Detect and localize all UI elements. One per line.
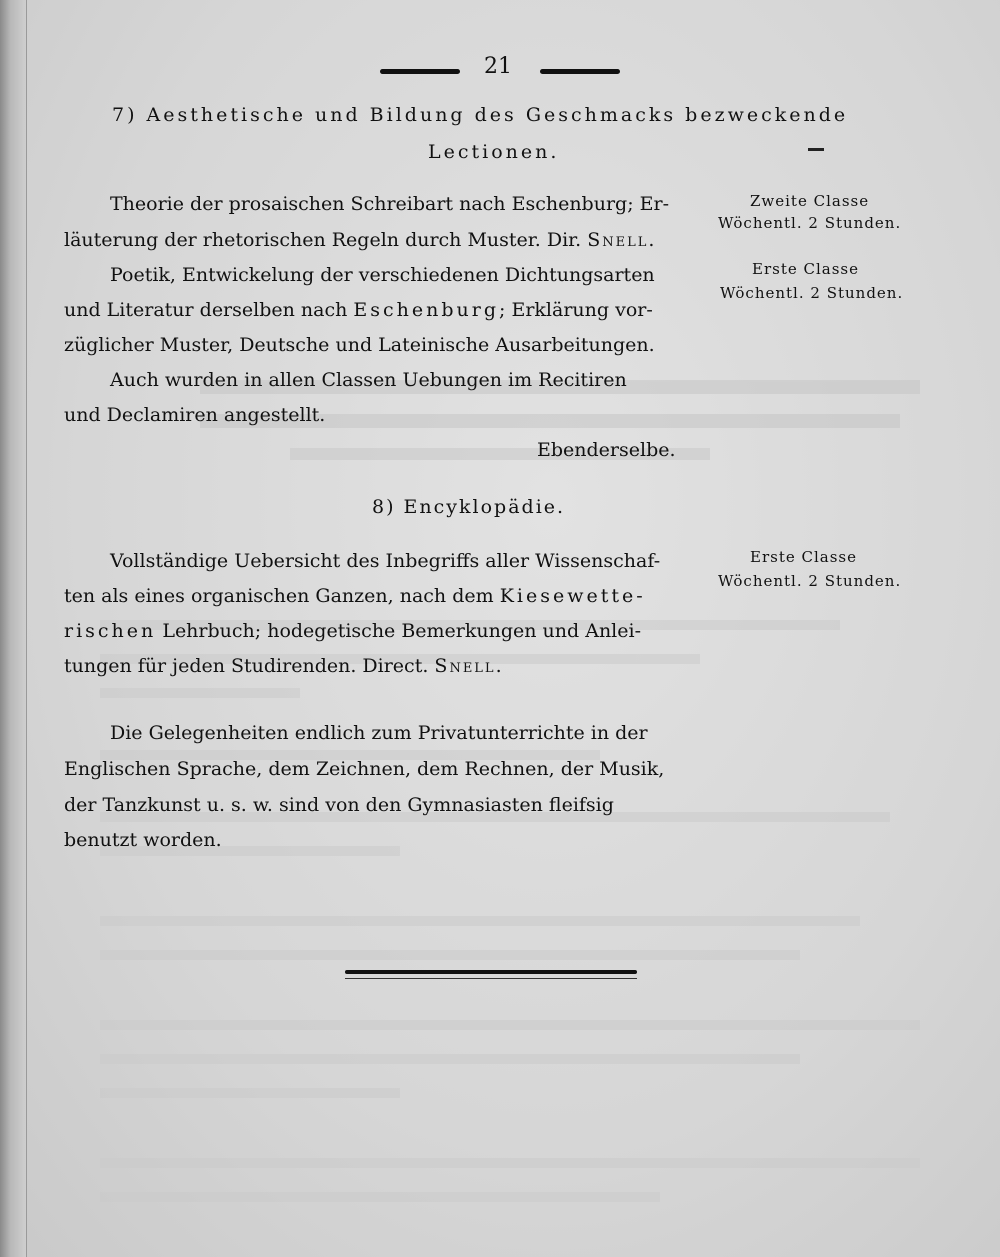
author-snell-2: Snell. — [434, 655, 504, 677]
author-kiesewetter-cont: rischen — [64, 620, 157, 642]
para-3-line-2: und Declamiren angestellt. — [64, 404, 326, 426]
s8-line-3-text: Lehrbuch; hodegetische Bemerkungen und Anlei- — [156, 620, 642, 642]
closing-line-4: benutzt worden. — [64, 829, 222, 851]
section-7-heading: 7) Aesthetische und Bildung des Geschmacks bezweckende — [112, 104, 849, 126]
header-rule-left — [380, 69, 460, 74]
s8-line-2 — [64, 585, 646, 607]
para-2-line-2 — [64, 299, 653, 321]
closing-line-1: Die Gelegenheiten endlich zum Privatunterrichte in der — [110, 722, 648, 744]
s8-hours: Wöchentl. 2 Stunden. — [718, 572, 902, 590]
closing-line-3: der Tanzkunst u. s. w. sind von den Gymnasiasten fleifsig — [64, 794, 614, 816]
para-1-line-1: Theorie der prosaischen Schreibart nach Eschenburg; Er- — [110, 193, 670, 215]
signature: Ebenderselbe. — [537, 439, 676, 461]
para-2-hours: Wöchentl. 2 Stunden. — [720, 284, 904, 302]
para-2-line-2-text: und Literatur derselben nach — [64, 299, 354, 321]
para-2-line-1: Poetik, Entwickelung der verschiedenen Dichtungsarten — [110, 264, 655, 286]
end-rule — [345, 970, 637, 974]
para-1-hours: Wöchentl. 2 Stunden. — [718, 214, 902, 232]
author-kiesewetter: Kiesewette- — [499, 585, 646, 607]
decorative-dash — [808, 148, 824, 151]
show-through-texture-lower — [100, 620, 920, 1202]
author-eschenburg: Eschenburg — [353, 299, 500, 321]
s8-line-3 — [64, 620, 641, 642]
s8-line-1: Vollständige Uebersicht des Inbegriffs aller Wissenschaf- — [110, 550, 661, 572]
para-2-class: Erste Classe — [752, 260, 859, 278]
end-rule-thin — [345, 978, 637, 979]
para-2-line-2-tail: ; Erklärung vor- — [499, 299, 653, 321]
para-3-line-1: Auch wurden in allen Classen Uebungen im Recitiren — [110, 369, 627, 391]
section-7-heading-cont: Lectionen. — [428, 141, 560, 163]
author-snell: Snell. — [587, 229, 657, 251]
page-spine-edge — [0, 0, 27, 1257]
s8-class: Erste Classe — [750, 548, 857, 566]
s8-line-4 — [64, 655, 504, 677]
para-1-class: Zweite Classe — [750, 192, 870, 210]
page-number: 21 — [484, 54, 512, 79]
header-rule-right — [540, 69, 620, 74]
para-1-line-2 — [64, 229, 656, 251]
s8-line-2-text: ten als eines organischen Ganzen, nach dem — [64, 585, 500, 607]
s8-line-4-text: tungen für jeden Studirenden. Direct. — [64, 655, 435, 677]
section-8-heading: 8) Encyklopädie. — [372, 496, 566, 518]
closing-line-2: Englischen Sprache, dem Zeichnen, dem Rechnen, der Musik, — [64, 758, 665, 780]
para-1-line-2-text: läuterung der rhetorischen Regeln durch Muster. Dir. — [64, 229, 588, 251]
para-2-line-3: züglicher Muster, Deutsche und Lateinische Ausarbeitungen. — [64, 334, 655, 356]
